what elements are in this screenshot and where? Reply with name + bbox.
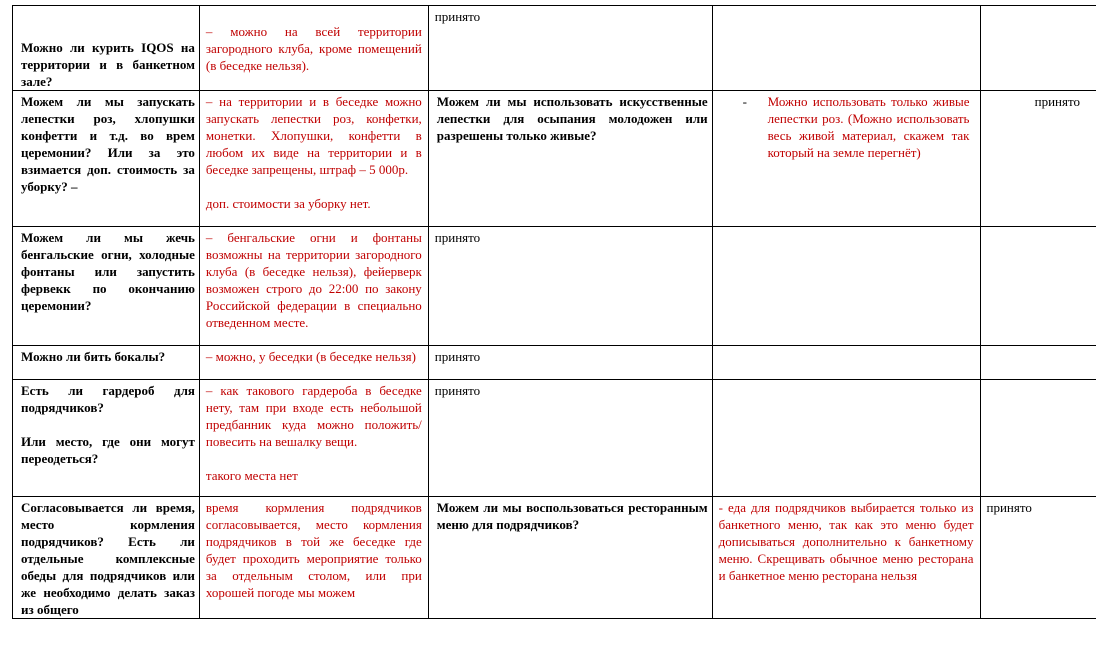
status-cell	[428, 227, 712, 346]
spacer	[206, 450, 422, 467]
question-cell	[13, 91, 200, 227]
followup-answer-cell	[712, 497, 980, 619]
question-cell	[13, 6, 200, 91]
question-text: Можем ли мы жечь бенгальские огни, холодные фонтаны или запустить фервекк по окончанию церемонии?	[21, 230, 195, 313]
empty-cell	[712, 346, 980, 380]
question-text: Можем ли мы запускать лепестки роз, хлопушки конфетти и т.д. во врем церемонии? Или за это взимается доп. стоимость за уборку? –	[21, 94, 195, 194]
followup-answer-text: - еда для подрядчиков выбирается только из банкетного меню, так как это меню будет дописываться дополнительно к банкетному меню. Скрещивать обычное меню ресторана и банкетное меню ресторана нельзя	[718, 500, 974, 583]
answer-cell	[199, 91, 428, 227]
status-cell	[980, 91, 1096, 227]
table-row	[13, 91, 1096, 227]
answer-cell	[199, 380, 428, 497]
table-row	[13, 6, 1096, 91]
status-text: принято	[434, 383, 481, 398]
empty-cell	[712, 380, 980, 497]
status-cell	[980, 497, 1096, 619]
empty-cell	[712, 227, 980, 346]
status-text: принято	[434, 9, 481, 24]
followup-question-cell	[428, 497, 712, 619]
table-row	[13, 380, 1096, 497]
status-cell	[428, 346, 712, 380]
status-text: принято	[434, 230, 481, 245]
status-text: принято	[1034, 94, 1080, 109]
empty-cell	[980, 6, 1096, 91]
answer-cell	[199, 346, 428, 380]
answer-cell	[199, 497, 428, 619]
question-text: Можно ли бить бокалы?	[21, 349, 166, 364]
answer-text: – можно, у беседки (в беседке нельзя)	[205, 349, 416, 364]
spacer	[21, 416, 195, 433]
followup-question-text: Можем ли мы воспользоваться ресторанным меню для подрядчиков?	[436, 500, 708, 532]
answer-text: – как такового гардероба в беседке нету, там при входе есть небольшой предбанник куда можно положить/повесить на вешалку вещи.	[205, 383, 422, 449]
question-text: Есть ли гардероб для подрядчиков?	[21, 383, 195, 415]
status-cell	[428, 380, 712, 497]
question-cell	[13, 346, 200, 380]
question-cell	[13, 227, 200, 346]
table-row	[13, 497, 1096, 619]
followup-question-cell	[428, 91, 712, 227]
qa-table	[12, 5, 1096, 619]
status-text: принято	[434, 349, 481, 364]
status-text: принято	[986, 500, 1032, 515]
empty-cell	[712, 6, 980, 91]
answer-text: время кормления подрядчиков согласовывается, место кормления подрядчиков в той же беседке где будет проходить мероприятие только за отдельным столом, или при хорошей погоде мы можем	[205, 500, 422, 600]
answer-extra-text: такого места нет	[205, 468, 298, 483]
answer-extra-text: доп. стоимости за уборку нет.	[205, 196, 371, 211]
answer-text: – бенгальские огни и фонтаны возможны на территории загородного клуба (в беседке нельзя), фейерверк возможен строго до 22:00 по закону Российской федерации в специально отведенном месте.	[205, 230, 422, 330]
followup-answer-cell	[712, 91, 980, 227]
spacer	[206, 178, 422, 195]
question-cell	[13, 497, 200, 619]
empty-cell	[980, 380, 1096, 497]
followup-question-text: Можем ли мы использовать искусственные лепестки для осыпания молодожен или разрешены только живые?	[436, 94, 708, 143]
question-cell	[13, 380, 200, 497]
answer-cell	[199, 227, 428, 346]
followup-answer-text: Можно использовать только живые лепестки роз. (Можно использовать весь живой материал, скажем так который на земле перегнёт)	[767, 94, 970, 160]
question-text: Можно ли курить IQOS на территории и в банкетном зале?	[21, 40, 195, 89]
empty-cell	[980, 346, 1096, 380]
table-row	[13, 346, 1096, 380]
question-extra-text: Или место, где они могут переодеться?	[21, 434, 195, 466]
question-text: Согласовывается ли время, место кормления подрядчиков? Есть ли отдельные комплексные обеды для подрядчиков или же необходимо делать заказ из общего	[21, 500, 195, 617]
answer-cell	[199, 6, 428, 91]
answer-text: – можно на всей территории загородного клуба, кроме помещений (в беседке нельзя).	[205, 24, 422, 73]
answer-text: – на территории и в беседке можно запускать лепестки роз, конфетки, монетки. Хлопушки, конфетти в любом их виде на территории и в беседке запрещены, штраф – 5 000р.	[205, 94, 422, 177]
bullet-dash: -	[742, 94, 747, 109]
status-cell	[428, 6, 712, 91]
table-row	[13, 227, 1096, 346]
empty-cell	[980, 227, 1096, 346]
